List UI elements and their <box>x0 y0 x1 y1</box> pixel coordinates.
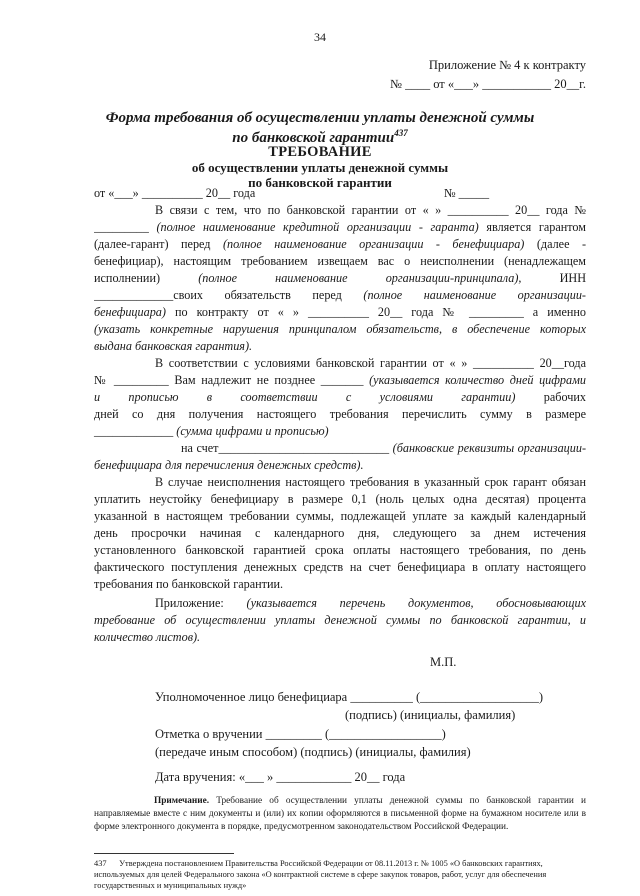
appendix-contract-ref: № ____ от «___» ___________ 20__г. <box>390 77 586 91</box>
delivery-mark-line: Отметка о вручении _________ (__________________) <box>155 727 446 741</box>
para1-line1: В связи с тем, что по банковской гарантии от « » __________ 20__ года № <box>155 203 586 217</box>
para2-line1: В соответствии с условиями банковской гарантии от « » __________ 20__года <box>155 356 586 370</box>
heading-subtitle-line2: по банковской гарантии <box>248 175 392 190</box>
stamp-place: М.П. <box>430 655 457 669</box>
authorized-person-line: Уполномоченное лицо бенефициара __________ (___________________) <box>155 690 544 704</box>
note-block <box>94 795 586 835</box>
para2-line3: и прописью в соответствии с условиями гарантии) рабочих <box>94 390 586 404</box>
delivery-date-line: Дата вручения: «___ » ____________ 20__ года <box>155 770 406 784</box>
form-title-line1: Форма требования об осуществлении уплаты денежной суммы <box>105 110 535 126</box>
authorized-caption: (подпись) (инициалы, фамилия) <box>345 708 516 722</box>
note-text: Требование об осуществлении уплаты денежной суммы по банковской гарантии и направляемые вместе с ним документы и (или) их копии оформляются в письменной форме на бумажном носителе или в форме электронного документа в порядке, предусмотренном законодательством Российской Федерации. <box>94 796 586 833</box>
para3-line5: установленного банковской гарантией срока оплаты настоящего требования, по день <box>94 543 586 557</box>
date-line: от «___» __________ 20__ года <box>94 186 256 200</box>
appendix-title: Приложение № 4 к контракту <box>428 58 586 72</box>
para1-line6: _____________своих обязательств перед (полное наименование организации- <box>94 288 586 302</box>
page-number: 34 <box>314 30 326 44</box>
note-label: Примечание. <box>154 796 210 806</box>
para3-line4: день просрочки начиная с календарного дня, следующего за днем истечения <box>94 526 586 540</box>
delivery-caption: (передаче иным способом) (подпись) (инициалы, фамилия) <box>155 745 471 759</box>
para1-line5: исполнении) (полное наименование организации-принципала), ИНН <box>94 271 586 285</box>
para1-line8: (указать конкретные нарушения принципалом обязательств, в обеспечение которых <box>94 322 586 336</box>
para3-line3: указанной в настоящем требовании суммы, подлежащей уплате за каждый календарный <box>94 509 586 523</box>
para2-line5: _____________ (сумма цифрами и прописью) <box>94 424 329 438</box>
document-heading: ТРЕБОВАНИЕ <box>268 144 372 160</box>
para1-line9: выдана банковская гарантия). <box>94 339 253 353</box>
para3-line6: фактического поступления денежных средств на счет бенефициара в оплату настоящего <box>94 560 586 574</box>
para1-line4: бенефициар), настоящим требованием извещаем вас о неисполнении (ненадлежащем <box>94 254 586 268</box>
para2-line4: дней со дня получения настоящего требования перечислить сумму в размере <box>94 407 586 421</box>
footnote-number: 437 <box>94 859 107 868</box>
attachment-line3: количество листов). <box>94 630 201 644</box>
attachment-line2: требование об осуществлении уплаты денежной суммы по банковской гарантии, и <box>94 613 586 627</box>
heading-subtitle-line1: об осуществлении уплаты денежной суммы <box>191 160 449 175</box>
para2-line2: № _________ Вам надлежит не позднее _______ (указывается количество дней цифрами <box>94 373 586 387</box>
para1-line3: (далее-гарант) перед (полное наименование организации - бенефициара) (далее - <box>94 237 586 251</box>
para3-line2: уплатить неустойку бенефициару в размере 0,1 (ноль целых одна десятая) процента <box>94 492 586 506</box>
para3-line1: В случае неисполнения настоящего требования в указанный срок гарант обязан <box>155 475 586 489</box>
footnote-separator <box>94 853 234 854</box>
para1-line2: _________ (полное наименование кредитной организации - гаранта) является гарантом <box>94 220 586 234</box>
number-line: № _____ <box>444 186 490 200</box>
para2-line7: бенефициара для перечисления денежных средств). <box>94 458 364 472</box>
para3-line7: требования по банковской гарантии. <box>94 577 284 591</box>
footnote <box>94 858 586 891</box>
footnote-ref: 437 <box>394 128 408 138</box>
para2-line6: на счет____________________________ (банковские реквизиты организации- <box>181 441 586 455</box>
attachment-line1: Приложение: (указывается перечень документов, обосновывающих <box>155 596 586 610</box>
footnote-text: Утверждена постановлением Правительства Российской Федерации от 08.11.2013 г. № 1005 «О банковских гарантиях, используемых для целей Федерального закона «О контрактной системе в сфере закупок товаров, работ, услуг для обеспечения государственных и муниципальных нужд» <box>94 859 547 890</box>
para1-line7: бенефициара) по контракту от « » __________ 20__ года № _________ а именно <box>94 305 586 319</box>
form-title-line2: по банковской гарантии$^{437}$ <box>232 128 408 146</box>
